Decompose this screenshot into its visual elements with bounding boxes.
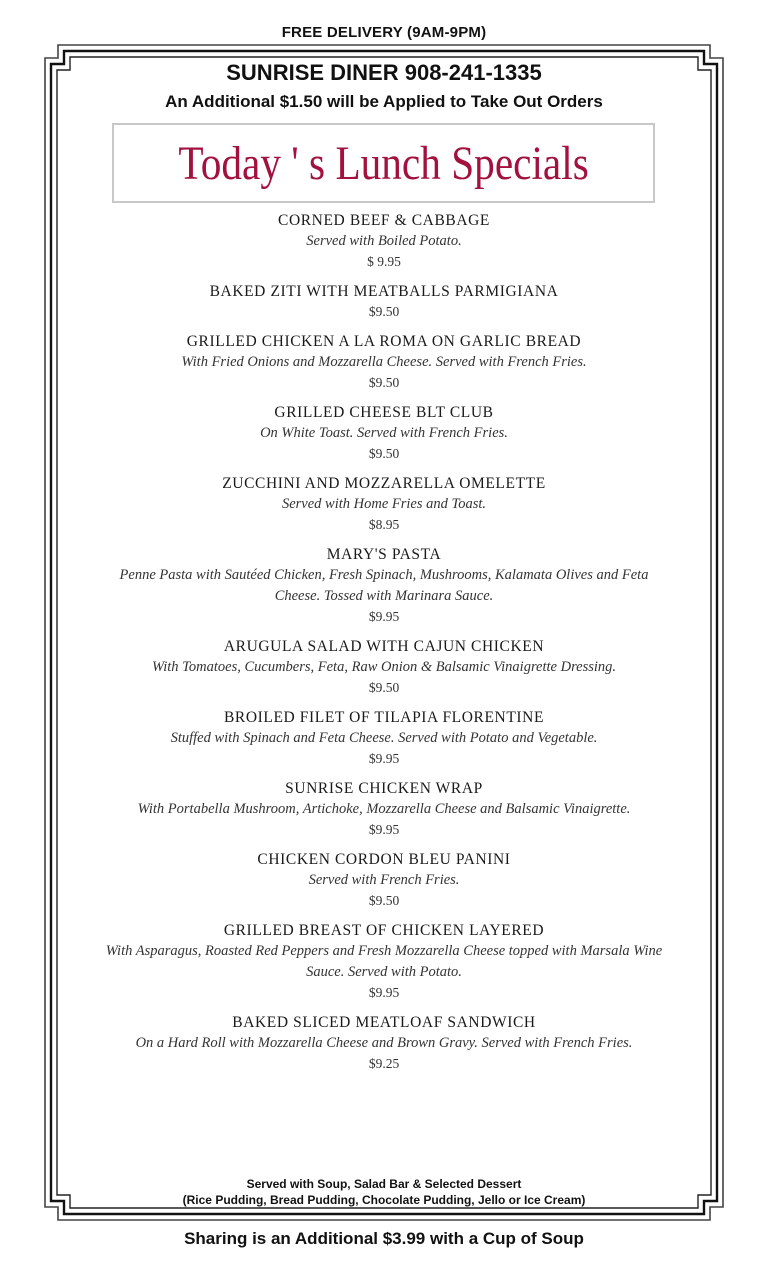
menu-item — [100, 281, 668, 322]
item-description: On White Toast. Served with French Fries. — [260, 425, 508, 441]
menu-item — [100, 636, 668, 698]
dessert-options-note: (Rice Pudding, Bread Pudding, Chocolate Pudding, Jello or Ice Cream) — [182, 1193, 586, 1207]
takeout-surcharge-note: An Additional $1.50 will be Applied to Take Out Orders — [165, 92, 603, 111]
item-price: $9.95 — [368, 822, 400, 837]
item-name: ZUCCHINI AND MOZZARELLA OMELETTE — [222, 475, 546, 492]
item-name: SUNRISE CHICKEN WRAP — [285, 780, 483, 797]
item-price: $ 9.95 — [367, 254, 401, 269]
item-name: CHICKEN CORDON BLEU PANINI — [257, 851, 511, 868]
item-price: $9.50 — [368, 680, 400, 695]
item-description: Served with Home Fries and Toast. — [281, 496, 487, 512]
menu-item — [100, 849, 668, 911]
menu-item — [100, 210, 668, 272]
item-price: $9.50 — [368, 304, 400, 319]
item-description: On a Hard Roll with Mozzarella Cheese and Brown Gravy. Served with French Fries. — [135, 1035, 633, 1051]
item-name: GRILLED CHICKEN A LA ROMA ON GARLIC BREAD — [186, 333, 582, 350]
item-name: BAKED SLICED MEATLOAF SANDWICH — [232, 1014, 536, 1031]
menu-item — [100, 1012, 668, 1074]
item-price: $9.50 — [368, 446, 400, 461]
item-name: ARUGULA SALAD WITH CAJUN CHICKEN — [223, 638, 545, 655]
menu-item — [100, 402, 668, 464]
item-price: $9.95 — [368, 609, 400, 624]
item-name: GRILLED BREAST OF CHICKEN LAYERED — [223, 922, 545, 939]
included-sides-note: Served with Soup, Salad Bar & Selected Dessert — [246, 1177, 522, 1191]
item-name: CORNED BEEF & CABBAGE — [278, 212, 490, 229]
item-price: $9.50 — [368, 893, 400, 908]
item-description: Penne Pasta with Sautéed Chicken, Fresh Spinach, Mushrooms, Kalamata Olives and Feta Cheese. Tossed with Marinara Sauce. — [119, 567, 649, 604]
item-description: With Tomatoes, Cucumbers, Feta, Raw Onion & Balsamic Vinaigrette Dressing. — [151, 659, 617, 675]
menu-item — [100, 473, 668, 535]
page-title: Today ' s Lunch Specials — [178, 136, 589, 190]
item-description: Served with Boiled Potato. — [306, 233, 462, 249]
item-name: BAKED ZITI WITH MEATBALLS PARMIGIANA — [209, 283, 559, 300]
menu-item — [100, 920, 668, 1003]
specials-list — [100, 210, 668, 1083]
item-price: $8.95 — [368, 517, 400, 532]
title-banner — [112, 123, 655, 203]
item-description: With Portabella Mushroom, Artichoke, Mozzarella Cheese and Balsamic Vinaigrette. — [137, 801, 631, 817]
item-description: With Asparagus, Roasted Red Peppers and Fresh Mozzarella Cheese topped with Marsala Wine Sauce. Served with Potato. — [105, 943, 663, 980]
item-name: GRILLED CHEESE BLT CLUB — [274, 404, 494, 421]
delivery-note: FREE DELIVERY (9AM-9PM) — [281, 24, 487, 41]
item-name: MARY'S PASTA — [326, 546, 442, 563]
menu-item — [100, 544, 668, 627]
item-price: $9.50 — [368, 375, 400, 390]
item-description: Stuffed with Spinach and Feta Cheese. Served with Potato and Vegetable. — [170, 730, 598, 746]
sharing-charge-note: Sharing is an Additional $3.99 with a Cup of Soup — [184, 1229, 584, 1248]
item-description: With Fried Onions and Mozzarella Cheese. Served with French Fries. — [181, 354, 587, 370]
item-name: BROILED FILET OF TILAPIA FLORENTINE — [223, 709, 545, 726]
menu-item — [100, 331, 668, 393]
item-description: Served with French Fries. — [308, 872, 460, 888]
item-price: $9.25 — [368, 1056, 400, 1071]
menu-item — [100, 707, 668, 769]
item-price: $9.95 — [368, 751, 400, 766]
item-price: $9.95 — [368, 985, 400, 1000]
menu-item — [100, 778, 668, 840]
restaurant-name-phone: SUNRISE DINER 908-241-1335 — [226, 60, 542, 85]
